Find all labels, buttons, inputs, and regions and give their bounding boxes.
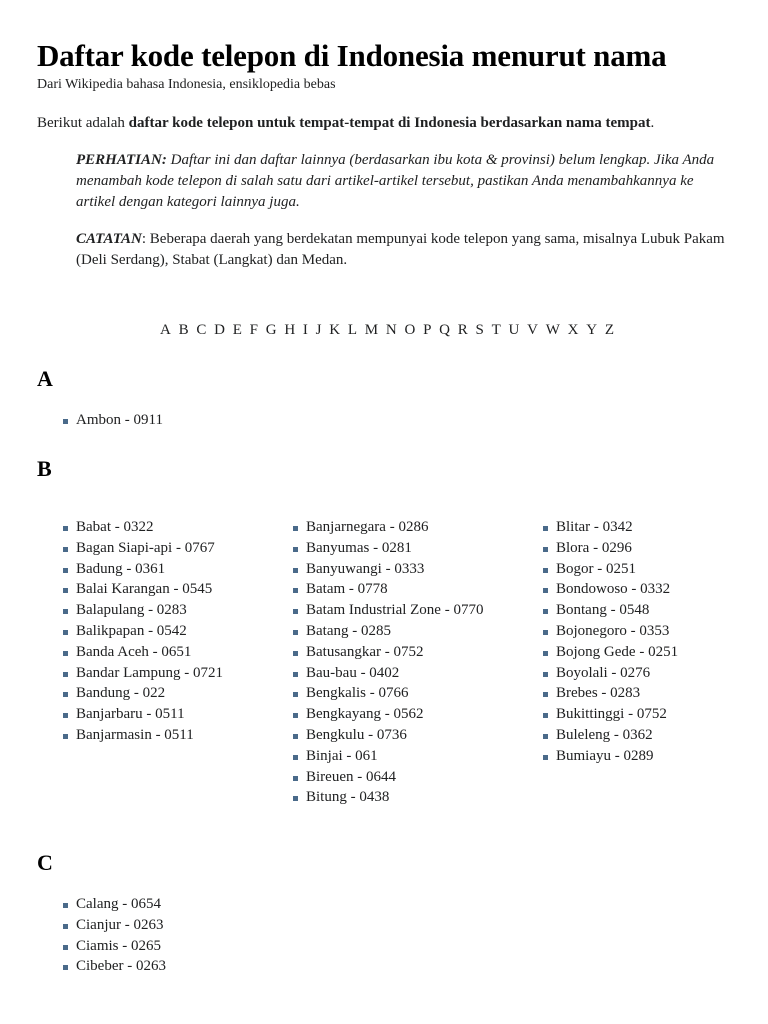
intro-bold: daftar kode telepon untuk tempat-tempat di Indonesia berdasarkan nama tempat	[128, 115, 651, 131]
alphabet-link-n[interactable]: N	[385, 322, 397, 338]
alphabet-link-x[interactable]: X	[567, 322, 579, 338]
list-item[interactable]: Batam - 0778	[291, 579, 483, 600]
list-item[interactable]: Blora - 0296	[541, 538, 678, 559]
page-title: Daftar kode telepon di Indonesia menurut nama	[37, 38, 667, 73]
list-item[interactable]: Ambon - 0911	[61, 410, 163, 431]
list-item[interactable]: Banjarnegara - 0286	[291, 517, 483, 538]
list-item[interactable]: Bitung - 0438	[291, 787, 483, 808]
alphabet-link-h[interactable]: H	[284, 322, 296, 338]
warning-label: PERHATIAN:	[76, 152, 167, 168]
intro-suffix: .	[650, 115, 655, 131]
info-note	[76, 229, 726, 271]
list-item[interactable]: Bireuen - 0644	[291, 767, 483, 788]
list-c-col1	[61, 894, 166, 977]
alphabet-index	[37, 322, 737, 339]
list-item[interactable]: Bengkulu - 0736	[291, 725, 483, 746]
list-item[interactable]: Bau-bau - 0402	[291, 663, 483, 684]
alphabet-link-l[interactable]: L	[347, 322, 358, 338]
alphabet-link-y[interactable]: Y	[586, 322, 598, 338]
alphabet-link-p[interactable]: P	[423, 322, 432, 338]
list-item[interactable]: Bandar Lampung - 0721	[61, 663, 223, 684]
info-text: : Beberapa daerah yang berdekatan mempunyai kode telepon yang sama, misalnya Lubuk Pakam (Deli Serdang), Stabat (Langkat) dan Medan.	[76, 231, 725, 268]
list-item[interactable]: Banda Aceh - 0651	[61, 642, 223, 663]
list-item[interactable]: Babat - 0322	[61, 517, 223, 538]
intro-prefix: Berikut adalah	[37, 115, 129, 131]
alphabet-link-d[interactable]: D	[214, 322, 225, 338]
list-item[interactable]: Banjarmasin - 0511	[61, 725, 223, 746]
info-label: CATATAN	[76, 231, 142, 247]
alphabet-link-m[interactable]: M	[364, 322, 379, 338]
alphabet-link-t[interactable]: T	[491, 322, 501, 338]
alphabet-link-c[interactable]: C	[196, 322, 207, 338]
alphabet-link-u[interactable]: U	[508, 322, 520, 338]
alphabet-link-k[interactable]: K	[329, 322, 341, 338]
alphabet-link-s[interactable]: S	[475, 322, 484, 338]
warning-note	[76, 150, 726, 213]
list-item[interactable]: Bogor - 0251	[541, 559, 678, 580]
list-item[interactable]: Cianjur - 0263	[61, 915, 166, 936]
list-item[interactable]: Bagan Siapi-api - 0767	[61, 538, 223, 559]
list-item[interactable]: Badung - 0361	[61, 559, 223, 580]
alphabet-link-b[interactable]: B	[178, 322, 189, 338]
list-item[interactable]: Balapulang - 0283	[61, 600, 223, 621]
list-item[interactable]: Batang - 0285	[291, 621, 483, 642]
list-item[interactable]: Buleleng - 0362	[541, 725, 678, 746]
list-item[interactable]: Binjai - 061	[291, 746, 483, 767]
list-item[interactable]: Bondowoso - 0332	[541, 579, 678, 600]
alphabet-link-z[interactable]: Z	[604, 322, 614, 338]
list-item[interactable]: Banyumas - 0281	[291, 538, 483, 559]
alphabet-link-q[interactable]: Q	[439, 322, 450, 338]
list-item[interactable]: Bukittinggi - 0752	[541, 704, 678, 725]
alphabet-link-r[interactable]: R	[457, 322, 468, 338]
alphabet-link-a[interactable]: A	[160, 322, 171, 338]
alphabet-link-i[interactable]: I	[302, 322, 308, 338]
list-item[interactable]: Calang - 0654	[61, 894, 166, 915]
alphabet-link-o[interactable]: O	[404, 322, 416, 338]
list-b-col2	[291, 517, 483, 808]
section-heading-a: A	[37, 366, 53, 391]
warning-text: Daftar ini dan daftar lainnya (berdasarkan ibu kota & provinsi) belum lengkap. Jika Anda menambah kode telepon di salah satu dari artikel-artikel tersebut, pastikan Anda menambahkannya ke artikel dengan kategori lainnya juga.	[76, 152, 715, 210]
section-heading-b: B	[37, 456, 52, 481]
list-item[interactable]: Brebes - 0283	[541, 683, 678, 704]
alphabet-link-f[interactable]: F	[249, 322, 258, 338]
list-b-col1	[61, 517, 223, 746]
list-a-col1	[61, 410, 163, 431]
alphabet-link-e[interactable]: E	[232, 322, 242, 338]
list-item[interactable]: Cibeber - 0263	[61, 956, 166, 977]
alphabet-link-w[interactable]: W	[545, 322, 560, 338]
section-heading-c: C	[37, 850, 53, 875]
alphabet-link-j[interactable]: J	[315, 322, 322, 338]
list-item[interactable]: Bandung - 022	[61, 683, 223, 704]
list-item[interactable]: Bengkalis - 0766	[291, 683, 483, 704]
list-item[interactable]: Bengkayang - 0562	[291, 704, 483, 725]
list-item[interactable]: Bojonegoro - 0353	[541, 621, 678, 642]
intro-paragraph	[37, 115, 654, 132]
list-item[interactable]: Balikpapan - 0542	[61, 621, 223, 642]
list-item[interactable]: Blitar - 0342	[541, 517, 678, 538]
list-item[interactable]: Bontang - 0548	[541, 600, 678, 621]
list-item[interactable]: Batam Industrial Zone - 0770	[291, 600, 483, 621]
list-item[interactable]: Balai Karangan - 0545	[61, 579, 223, 600]
list-item[interactable]: Batusangkar - 0752	[291, 642, 483, 663]
list-item[interactable]: Banjarbaru - 0511	[61, 704, 223, 725]
alphabet-link-v[interactable]: V	[527, 322, 538, 338]
list-item[interactable]: Bojong Gede - 0251	[541, 642, 678, 663]
list-b-col3	[541, 517, 678, 767]
list-item[interactable]: Ciamis - 0265	[61, 936, 166, 957]
list-item[interactable]: Bumiayu - 0289	[541, 746, 678, 767]
list-item[interactable]: Banyuwangi - 0333	[291, 559, 483, 580]
page-subtitle: Dari Wikipedia bahasa Indonesia, ensiklopedia bebas	[37, 77, 336, 92]
alphabet-link-g[interactable]: G	[265, 322, 277, 338]
list-item[interactable]: Boyolali - 0276	[541, 663, 678, 684]
